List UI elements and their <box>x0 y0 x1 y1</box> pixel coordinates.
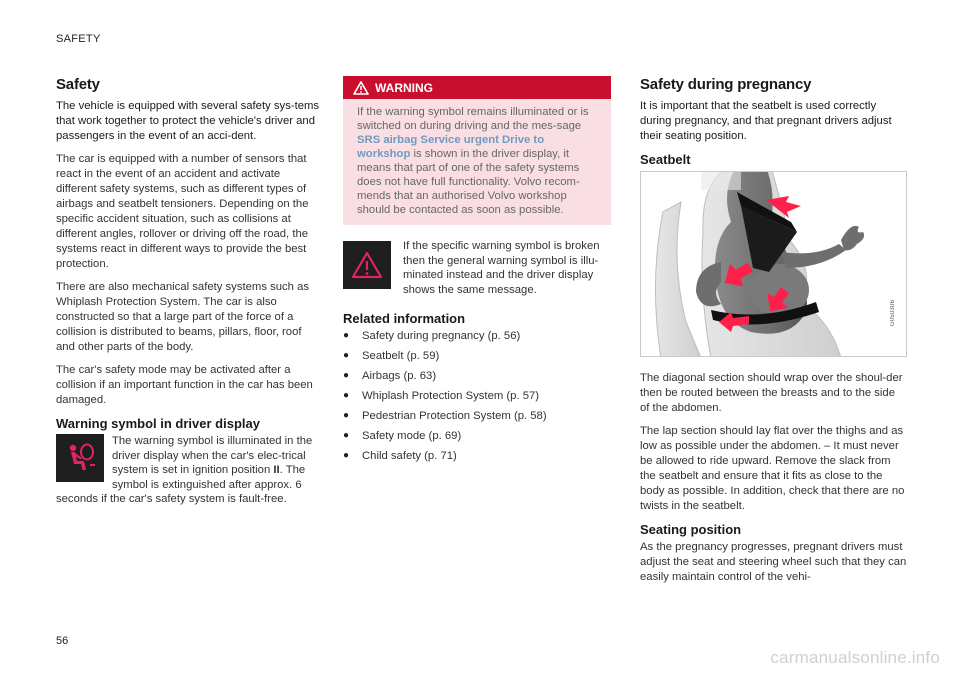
warning-symbol-heading: Warning symbol in driver display <box>56 416 260 431</box>
related-link[interactable]: ● Safety during pregnancy (p. 56) <box>343 330 521 342</box>
warning-text: If the warning symbol remains illuminated or is switched on during driving and the mes-sage SRS airbag Service urgent Drive to workshop is shown in the driver display, it means that part of one of the safety systems does not have full functionality. Volvo recom-mends that an authorised Volvo workshop should be contacted as soon as possible. <box>357 106 589 216</box>
column-pregnancy <box>640 76 907 593</box>
pregnancy-lead: It is important that the seatbelt is used correctly during pregnancy, and that pregnant drivers adjust their seating position. <box>640 100 892 142</box>
column-safety <box>56 76 321 507</box>
safety-paragraph-mechanical: There are also mechanical safety systems such as Whiplash Protection System. The car is also constructed so that a large part of the force of a collision is distributed to beams, pillars, floor, roof and other parts of the body. <box>56 281 310 353</box>
warning-header <box>343 76 611 99</box>
seatbelt-diagonal-text: The diagonal section should wrap over the shoul-der then be routed between the breasts and to the side of the abdomen. <box>640 372 903 414</box>
warning-symbol-text: The warning symbol is illuminated in the driver display when the car's elec-trical system is set in ignition position II. The symbol is extinguished after approx. 6 seconds if the car's safety system is fault-free. <box>56 435 313 505</box>
pregnant-occupant-illustration <box>641 172 907 357</box>
general-warning-triangle-icon <box>343 241 391 289</box>
safety-lead: The vehicle is equipped with several safety sys-tems that work together to protect the vehicle's driver and passengers in the event of an acci-dent. <box>56 100 320 142</box>
warning-label: WARNING <box>375 80 433 95</box>
general-warning-block <box>343 239 611 297</box>
section-title-safety: Safety <box>56 76 100 93</box>
figure-code: G050306 <box>890 299 896 326</box>
warning-triangle-icon <box>353 81 369 95</box>
seating-position-heading: Seating position <box>640 522 742 537</box>
related-link[interactable]: ● Safety mode (p. 69) <box>343 430 462 442</box>
warning-symbol-block <box>56 434 321 507</box>
related-link[interactable]: ● Pedestrian Protection System (p. 58) <box>343 410 547 422</box>
related-link[interactable]: ● Child safety (p. 71) <box>343 450 457 462</box>
running-head: SAFETY <box>56 33 101 45</box>
seatbelt-lap-text: The lap section should lay flat over the thighs and as low as possible under the abdomen. – It must never be allowed to ride upward. Remove the slack from the seatbelt and ensure that it fits as close to the body as possible. In addition, check that there are no twists in the seatbelt. <box>640 425 905 512</box>
related-information-list <box>343 329 611 463</box>
related-link[interactable]: ● Airbags (p. 63) <box>343 370 437 382</box>
general-warning-text: If the specific warning symbol is broken then the general warning symbol is illu-minated instead and the driver display shows the same message. <box>403 240 600 296</box>
seating-position-text: As the pregnancy progresses, pregnant drivers must adjust the seat and steering wheel such that they can easily maintain control of the vehi- <box>640 541 907 583</box>
related-information-heading: Related information <box>343 311 466 326</box>
page-number: 56 <box>56 635 69 647</box>
related-link[interactable]: ● Whiplash Protection System (p. 57) <box>343 390 540 402</box>
watermark: carmanualsonline.info <box>770 648 940 667</box>
safety-paragraph-sensors: The car is equipped with a number of sensors that react in the event of an accident and activate different safety systems, such as different types of airbags and seatbelt tensioners. Depending on the specific accident situation, such as collisions at different angles, rollover or driving off the road, the systems react in different ways to provide the best protection. <box>56 153 309 270</box>
seatbelt-heading: Seatbelt <box>640 152 691 167</box>
warning-message: SRS airbag Service urgent Drive to workshop <box>357 134 545 160</box>
warning-box <box>343 76 611 225</box>
airbag-warning-icon <box>56 434 104 482</box>
seatbelt-pregnancy-figure <box>640 171 907 357</box>
column-warning <box>343 76 611 469</box>
related-link[interactable]: ● Seatbelt (p. 59) <box>343 350 440 362</box>
section-title-pregnancy: Safety during pregnancy <box>640 76 812 93</box>
safety-paragraph-safety-mode: The car's safety mode may be activated after a collision if an important function in the car has been damaged. <box>56 364 313 406</box>
